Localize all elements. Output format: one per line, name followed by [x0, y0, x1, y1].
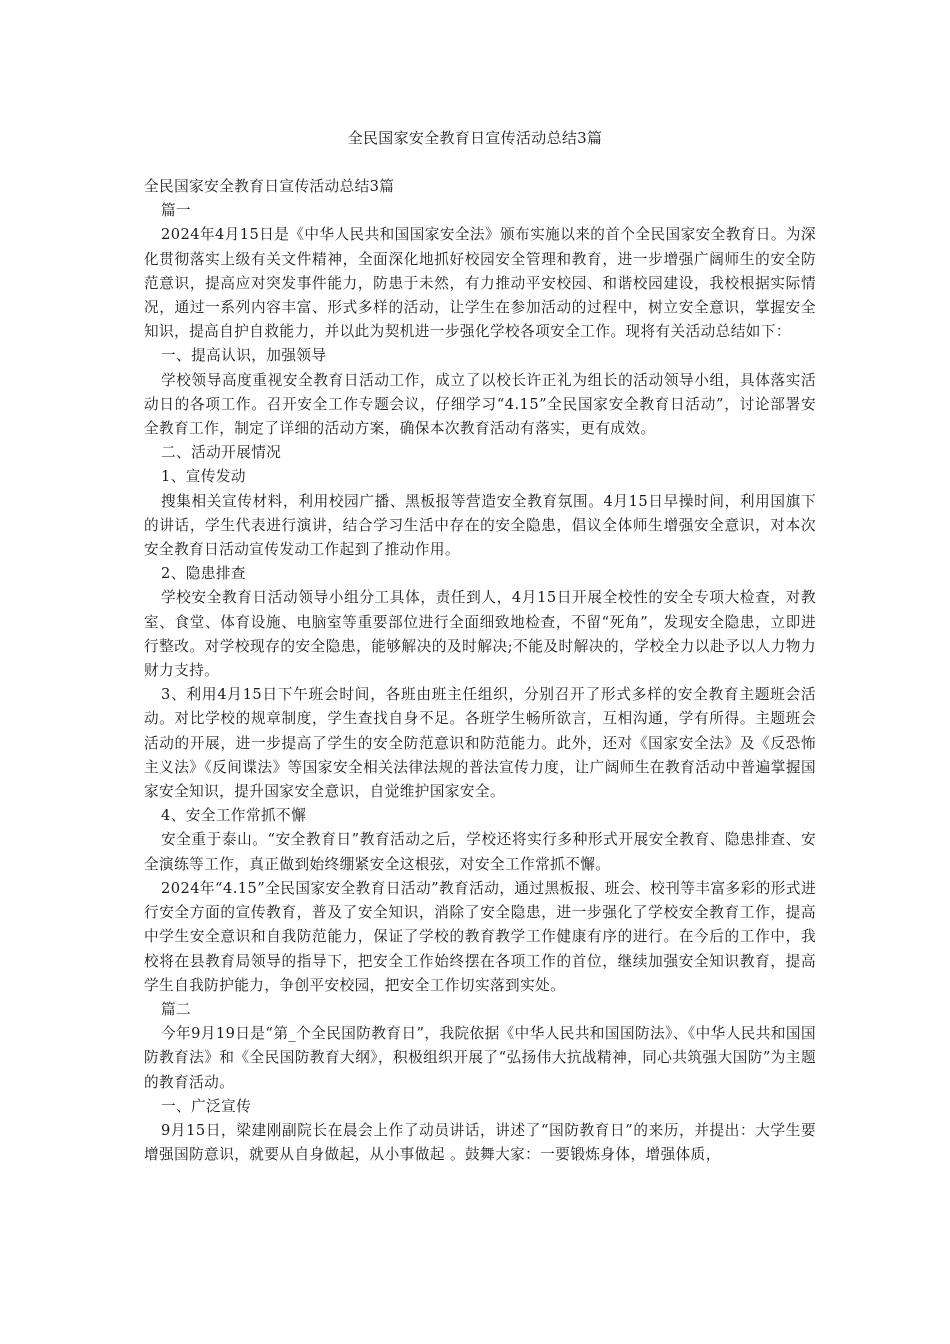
document-title: 全民国家安全教育日宣传活动总结3篇 [347, 129, 603, 147]
subheading-hazard-check: 2、隐患排查 [161, 565, 246, 583]
section-heading-part-one: 篇一 [161, 202, 192, 220]
heading-raise-awareness: 一、提高认识，加强领导 [161, 347, 327, 365]
class-meeting-paragraph: 3、利用4月15日下午班会时间，各班由班主任组织，分别召开了形式多样的安全教育主题班会活动。对比学校的规章制度，学生查找自身不足。各班学生畅所欲言，互相沟通，学有所得。主题班会活动的开展，进一步提高了学生的安全防范意识和防范能力。此外，还对《国家安全法》及《反恐怖主义法》《反间谍法》等国家安全相关法律法规的普法宣传力度，让广阔师生在教育活动中普遍掌握国家安全知识，提升国家安全意识，自觉维护国家安全。 [144, 686, 816, 801]
mobilization-paragraph: 9月15日，梁建刚副院长在晨会上作了动员讲话，讲述了“国防教育日”的来历，并提出：大学生要增强国防意识，就要从自身做起，从小事做起 。鼓舞大家：一要锻炼身体，增强体质， [144, 1121, 816, 1164]
subheading-publicity: 1、宣传发动 [161, 468, 246, 486]
subheading-continuous-work: 4、安全工作常抓不懈 [161, 807, 307, 825]
heading-activities: 二、活动开展情况 [161, 444, 282, 462]
document-body [144, 175, 816, 1167]
subtitle-paragraph: 全民国家安全教育日宣传活动总结3篇 [144, 178, 395, 195]
publicity-paragraph: 搜集相关宣传材料，利用校园广播、黑板报等营造安全教育氛围。4月15日早操时间，利用国旗下的讲话，学生代表进行演讲，结合学习生活中存在的安全隐患，倡议全体师生增强安全意识，对本次安全教育日活动宣传发动工作起到了推动作用。 [144, 492, 816, 559]
summary-paragraph: 2024年“4.15”全民国家安全教育日活动”教育活动，通过黑板报、班会、校刊等丰富多彩的形式进行安全方面的宣传教育，普及了安全知识，消除了安全隐患，进一步强化了学校安全教育工作，提高中学生安全意识和自我防范能力，保证了学校的教育教学工作健康有序的进行。在今后的工作中，我校将在县教育局领导的指导下，把安全工作始终摆在各项工作的首位，继续加强安全知识教育，提高学生自我防护能力，争创平安校园，把安全工作切实落到实处。 [144, 879, 816, 994]
leadership-paragraph: 学校领导高度重视安全教育日活动工作，成立了以校长许正礼为组长的活动领导小组，具体落实活动日的各项工作。召开安全工作专题会议，仔细学习“4.15”全民国家安全教育日活动”，讨论部署安全教育工作，制定了详细的活动方案，确保本次教育活动有落实，更有成效。 [144, 371, 816, 438]
section-heading-part-two: 篇二 [161, 1000, 192, 1018]
heading-wide-publicity: 一、广泛宣传 [161, 1097, 252, 1115]
hazard-check-paragraph: 学校安全教育日活动领导小组分工具体，责任到人，4月15日开展全校性的安全专项大检查，对教室、食堂、体育设施、电脑室等重要部位进行全面细致地检查，不留“死角”，发现安全隐患，立即进行整改。对学校现存的安全隐患，能够解决的及时解决;不能及时解决的，学校全力以赴予以人力物力财力支持。 [144, 589, 816, 680]
national-defense-intro-paragraph: 今年9月19日是“第_个全民国防教育日”，我院依据《中华人民共和国国防法》、《中华人民共和国国防教育法》和《全民国防教育大纲》，积极组织开展了“弘扬伟大抗战精神，同心共筑强大国防”为主题的教育活动。 [144, 1025, 816, 1091]
intro-paragraph: 2024年4月15日是《中华人民共和国国家安全法》颁布实施以来的首个全民国家安全教育日。为深化贯彻落实上级有关文件精神，全面深化地抓好校园安全管理和教育，进一步增强广阔师生的安全防范意识，提高应对突发事件能力，防患于未然，有力推动平安校园、和谐校园建设，我校根据实际情况，通过一系列内容丰富、形式多样的活动，让学生在参加活动的过程中，树立安全意识，掌握安全知识，提高自护自救能力，并以此为契机进一步强化学校各项安全工作。现将有关活动总结如下： [144, 226, 816, 341]
continuous-work-paragraph: 安全重于泰山。“安全教育日”教育活动之后，学校还将实行多种形式开展安全教育、隐患排查、安全演练等工作，真正做到始终绷紧安全这根弦，对安全工作常抓不懈。 [144, 831, 816, 873]
